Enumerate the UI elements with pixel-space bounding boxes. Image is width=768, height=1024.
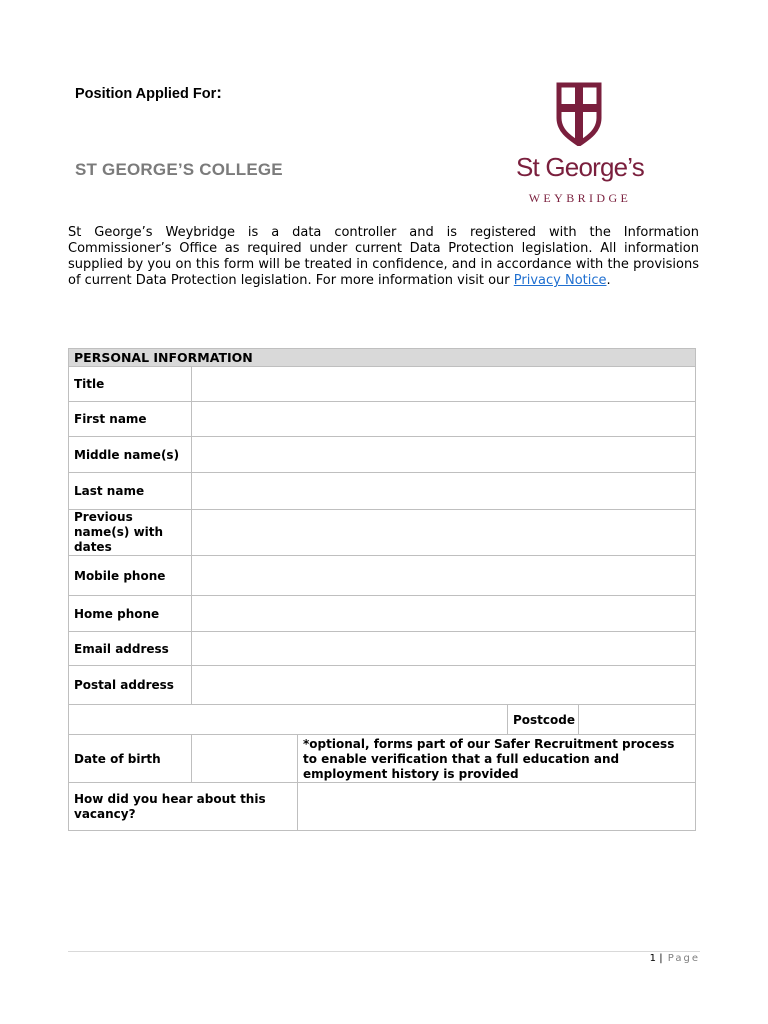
intro-text: St George’s Weybridge is a data controller and is registered with the Information Commissioner’s Office as required under current Data Protection legislation. All information supplied by you on this form will be treated in confidence, and in accordance with the provisions of current Data Protection legislation. For more information visit our [68,225,699,288]
vacancy-source-label: How did you hear about this vacancy? [69,783,298,831]
title-label: Title [69,367,192,402]
vacancy-source-input[interactable] [298,783,696,831]
last-name-input[interactable] [192,473,696,510]
shield-icon [556,82,602,146]
previous-names-label: Previous name(s) with dates [69,510,192,556]
footer-separator: | [659,953,663,964]
college-name: ST GEORGE’S COLLEGE [75,160,283,179]
email-label: Email address [69,632,192,666]
postal-address-continued-input[interactable] [69,705,508,735]
home-phone-label: Home phone [69,596,192,632]
page-word: Page [667,953,700,964]
first-name-input[interactable] [192,402,696,437]
date-of-birth-note: *optional, forms part of our Safer Recruitment process to enable verification that a full education and employment history is provided [298,735,696,783]
mobile-phone-label: Mobile phone [69,556,192,596]
section-header: PERSONAL INFORMATION [69,349,696,367]
title-input[interactable] [192,367,696,402]
middle-names-label: Middle name(s) [69,437,192,473]
email-input[interactable] [192,632,696,666]
personal-information-table [68,348,696,831]
mobile-phone-input[interactable] [192,556,696,596]
postal-address-input[interactable] [192,666,696,705]
postcode-label: Postcode [508,705,579,735]
first-name-label: First name [69,402,192,437]
logo-place: WEYBRIDGE [528,191,632,205]
postcode-input[interactable] [579,705,696,735]
privacy-notice-link[interactable]: Privacy Notice [513,273,607,288]
last-name-label: Last name [69,473,192,510]
date-of-birth-label: Date of birth [69,735,192,783]
college-logo [512,78,648,208]
position-applied-colon: : [216,83,222,102]
position-applied-text: Position Applied For [75,86,217,102]
home-phone-input[interactable] [192,596,696,632]
page-footer [650,953,700,964]
intro-end: . [606,273,611,288]
page-number: 1 [649,953,657,964]
previous-names-input[interactable] [192,510,696,556]
date-of-birth-input[interactable] [192,735,298,783]
position-applied-label [75,83,222,103]
footer-divider [68,951,700,952]
data-protection-paragraph [68,225,699,289]
postal-address-label: Postal address [69,666,192,705]
logo-name: St George’s [515,152,645,182]
middle-names-input[interactable] [192,437,696,473]
